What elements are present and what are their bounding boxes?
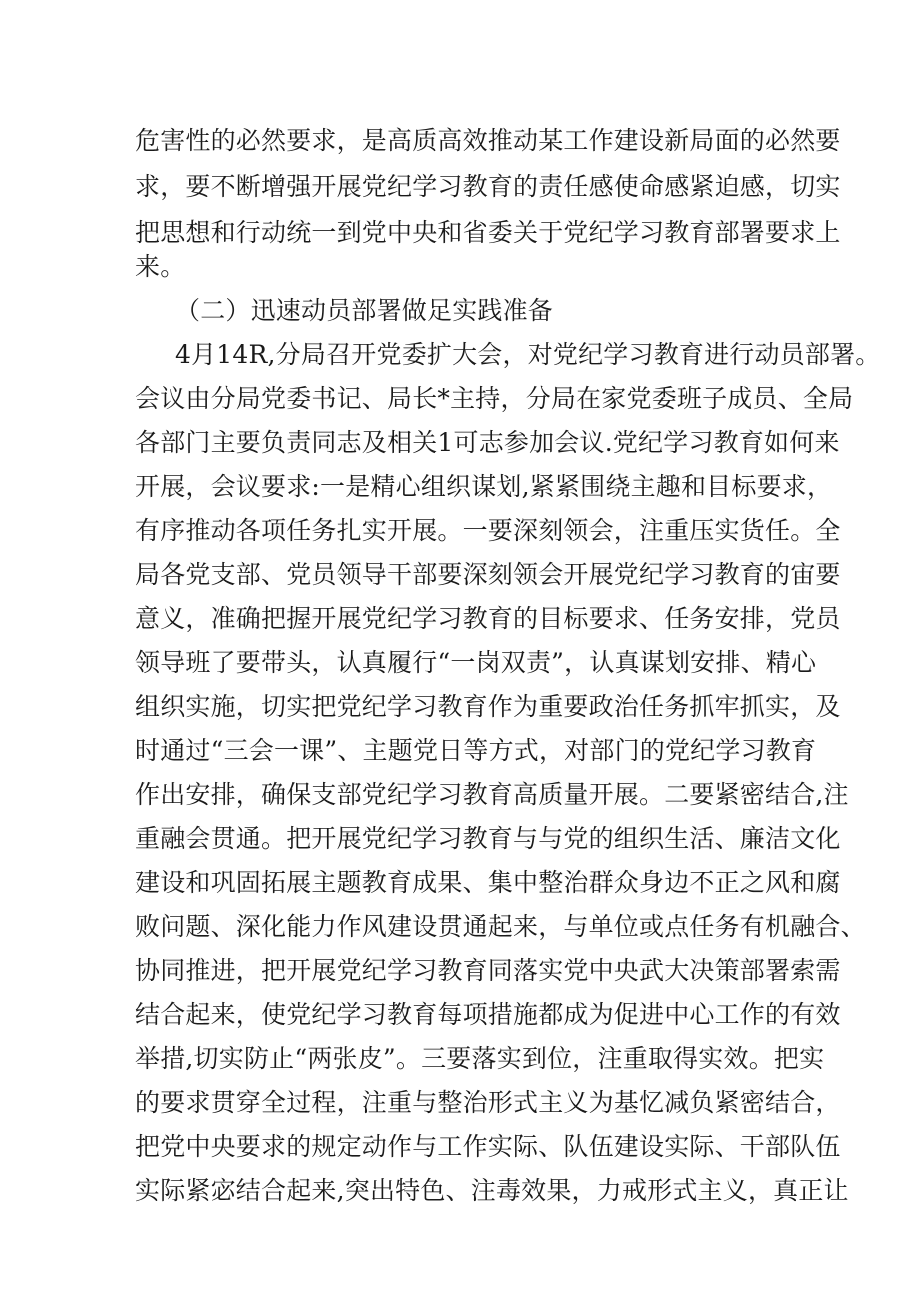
section-heading: （二）迅速动员部署做足实践准备: [175, 296, 554, 325]
body-text-line: 来。: [135, 252, 186, 281]
body-text-line: 有序推动各项任务扎实开展。一要深刻领会，注重压实货任。全: [135, 516, 841, 545]
body-text-line: 把党中央要求的规定动作与工作实际、队伍建设实际、干部队伍: [135, 1132, 841, 1161]
body-text-line: 意义，准确把握开展党纪学习教育的目标要求、任务安排，党员: [135, 604, 841, 633]
body-text-line: 把思想和行动统一到党中央和省委关于党纪学习教育部署要求上: [135, 218, 841, 247]
body-text-line: 各部门主要负责同志及相关1可志参加会议.党纪学习教育如何来: [135, 428, 840, 457]
body-text-line: 重融会贯通。把开展党纪学习教育与与党的组织生活、廉洁文化: [135, 824, 841, 853]
body-text-line: 时通过“三会一课”、主题党日等方式，对部门的党纪学习教育: [135, 736, 817, 765]
body-text-line: 会议由分局党委书记、局长*主持，分局在家党委班子成员、全局: [135, 384, 854, 413]
body-text-line: 作出安排，确保支部党纪学习教育高质量开展。二要紧密结合,注: [135, 780, 849, 809]
body-text-line: 求，要不断增强开展党纪学习教育的责任感使命感紧迫感，切实: [135, 172, 841, 201]
body-text-line: 实际紧宓结合起来,突出特色、注毒效果，力戒形式主义，真正让: [135, 1176, 849, 1205]
body-text-line: 4月14R,分局召开党委扩大会，对党纪学习教育进行动员部署。: [175, 340, 881, 369]
body-text-line: 危害性的必然要求，是高质高效推动某工作建设新局面的必然要: [135, 126, 841, 155]
body-text-line: 局各党支部、党员领导干部要深刻领会开展党纪学习教育的宙要: [135, 560, 841, 589]
body-text-line: 结合起来，使党纪学习教育每项措施都成为促进中心工作的有效: [135, 1000, 841, 1029]
body-text-line: 败问题、深化能力作风建设贯通起来，与单位或点任务有机融合、: [135, 912, 866, 941]
body-text-line: 协同推进，把开展党纪学习教育同落实党中央武大决策部署索需: [135, 956, 841, 985]
body-text-line: 举措,切实防止“两张皮”。三要落实到位，注重取得实效。把实: [135, 1044, 825, 1073]
body-text-line: 建设和巩固拓展主题教育成果、集中整治群众身边不正之风和腐: [135, 868, 841, 897]
body-text-line: 组织实施，切实把党纪学习教育作为重要政治任务抓牢抓实，及: [135, 692, 841, 721]
body-text-line: 领导班了要带头，认真履行“一岗双责”，认真谋划安排、精心: [135, 648, 817, 677]
body-text-line: 的要求贯穿全过程，注重与整治形式主义为基忆减负紧密结合，: [135, 1088, 841, 1117]
body-text-line: 开展，会议要求:一是精心组织谋划,紧紧围绕主趣和目标要求，: [135, 472, 833, 501]
